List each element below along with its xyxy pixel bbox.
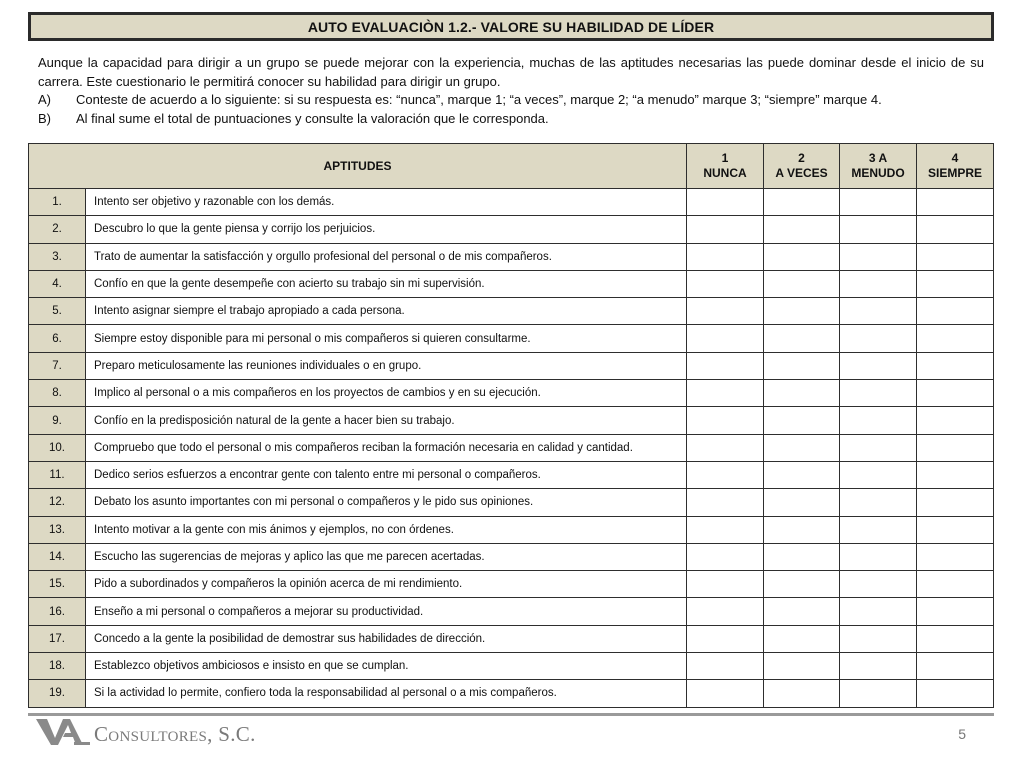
table-row [29,243,994,270]
header-col-label: NUNCA [703,166,747,180]
intro-paragraph: Aunque la capacidad para dirigir a un grupo se puede mejorar con la experiencia, muchas de las aptitudes necesarias las puede dominar desde el inicio de su carrera. Este cuestionario le permitirá conocer su habilidad para dirigir un grupo. [38,55,984,89]
row-number: 4. [29,270,86,297]
answer-cell-a-veces[interactable] [764,653,840,680]
answer-cell-a-veces[interactable] [764,298,840,325]
row-number: 18. [29,653,86,680]
answer-cell-a-veces[interactable] [764,352,840,379]
header-col-number: 1 [721,151,729,165]
answer-cell-siempre[interactable] [917,571,994,598]
answer-cell-a-veces[interactable] [764,434,840,461]
answer-cell-siempre[interactable] [917,325,994,352]
answer-cell-nunca[interactable] [687,243,764,270]
table-row [29,189,994,216]
table-row [29,325,994,352]
page-title-text: AUTO EVALUACIÒN 1.2.- VALORE SU HABILIDAD DE LÍDER [307,18,715,35]
row-statement: Intento ser objetivo y razonable con los demás. [86,189,687,216]
instruction-text: Al final sume el total de puntuaciones y consulte la valoración que le corresponda. [76,110,549,126]
answer-cell-nunca[interactable] [687,189,764,216]
answer-cell-siempre[interactable] [917,298,994,325]
answer-cell-siempre[interactable] [917,516,994,543]
row-statement: Implico al personal o a mis compañeros en los proyectos de cambios y en su ejecución. [86,380,687,407]
answer-cell-nunca[interactable] [687,571,764,598]
answer-cell-siempre[interactable] [917,189,994,216]
answer-cell-siempre[interactable] [917,543,994,570]
answer-cell-nunca[interactable] [687,489,764,516]
table-row [29,380,994,407]
row-statement: Enseño a mi personal o compañeros a mejorar su productividad. [86,598,687,625]
answer-cell-nunca[interactable] [687,325,764,352]
answer-cell-a-veces[interactable] [764,598,840,625]
answer-cell-siempre[interactable] [917,380,994,407]
answer-cell-a-menudo[interactable] [840,407,917,434]
row-number: 7. [29,352,86,379]
answer-cell-a-menudo[interactable] [840,598,917,625]
header-col-number: 3 A [868,151,888,165]
header-aptitudes: APTITUDES [29,144,687,189]
row-statement: Si la actividad lo permite, confiero toda la responsabilidad al personal o a mis compañeros. [86,680,687,707]
answer-cell-siempre[interactable] [917,598,994,625]
instruction-label: B) [38,110,51,126]
table-row [29,543,994,570]
answer-cell-a-menudo[interactable] [840,625,917,652]
answer-cell-a-menudo[interactable] [840,516,917,543]
answer-cell-a-veces[interactable] [764,216,840,243]
row-number: 8. [29,380,86,407]
table-row [29,434,994,461]
row-statement: Intento asignar siempre el trabajo apropiado a cada persona. [86,298,687,325]
table-row [29,653,994,680]
row-number: 17. [29,625,86,652]
row-number: 3. [29,243,86,270]
answer-cell-nunca[interactable] [687,543,764,570]
answer-cell-siempre[interactable] [917,489,994,516]
table-row [29,407,994,434]
page-title [28,12,994,41]
header-col-number: 4 [951,151,959,165]
answer-cell-siempre[interactable] [917,625,994,652]
header-col-siempre [917,144,994,189]
answer-cell-nunca[interactable] [687,352,764,379]
answer-cell-a-menudo[interactable] [840,680,917,707]
row-number: 13. [29,516,86,543]
answer-cell-siempre[interactable] [917,653,994,680]
answer-cell-nunca[interactable] [687,216,764,243]
answer-cell-a-veces[interactable] [764,407,840,434]
answer-cell-siempre[interactable] [917,407,994,434]
answer-cell-nunca[interactable] [687,407,764,434]
answer-cell-a-menudo[interactable] [840,243,917,270]
answer-cell-siempre[interactable] [917,216,994,243]
intro-section [38,54,984,128]
row-statement: Confío en que la gente desempeñe con acierto su trabajo sin mi supervisión. [86,270,687,297]
answer-cell-a-veces[interactable] [764,325,840,352]
row-statement: Establezco objetivos ambiciosos e insisto en que se cumplan. [86,653,687,680]
table-row [29,625,994,652]
header-col-a-veces [764,144,840,189]
company-logo [36,716,256,746]
answer-cell-siempre[interactable] [917,680,994,707]
answer-cell-siempre[interactable] [917,243,994,270]
answer-cell-siempre[interactable] [917,352,994,379]
va-logo-icon [36,716,92,746]
instruction-a [38,91,984,110]
answer-cell-a-menudo[interactable] [840,653,917,680]
row-statement: Preparo meticulosamente las reuniones individuales o en grupo. [86,352,687,379]
row-statement: Escucho las sugerencias de mejoras y aplico las que me parecen acertadas. [86,543,687,570]
answer-cell-a-veces[interactable] [764,189,840,216]
table-row [29,571,994,598]
answer-cell-siempre[interactable] [917,270,994,297]
table-row [29,352,994,379]
answer-cell-nunca[interactable] [687,298,764,325]
row-number: 14. [29,543,86,570]
row-statement: Compruebo que todo el personal o mis compañeros reciban la formación necesaria en calidad y cantidad. [86,434,687,461]
answer-cell-a-veces[interactable] [764,489,840,516]
table-body [29,189,994,708]
answer-cell-a-veces[interactable] [764,461,840,488]
row-statement: Confío en la predisposición natural de la gente a hacer bien su trabajo. [86,407,687,434]
row-number: 5. [29,298,86,325]
answer-cell-nunca[interactable] [687,653,764,680]
table-header-row [29,144,994,189]
answer-cell-nunca[interactable] [687,680,764,707]
row-statement: Dedico serios esfuerzos a encontrar gente con talento entre mi personal o compañeros. [86,461,687,488]
answer-cell-a-menudo[interactable] [840,543,917,570]
answer-cell-a-menudo[interactable] [840,216,917,243]
header-col-label: MENUDO [851,166,905,180]
answer-cell-a-veces[interactable] [764,571,840,598]
answer-cell-a-menudo[interactable] [840,571,917,598]
answer-cell-a-menudo[interactable] [840,325,917,352]
answer-cell-a-menudo[interactable] [840,352,917,379]
answer-cell-a-veces[interactable] [764,270,840,297]
row-statement: Pido a subordinados y compañeros la opinión acerca de mi rendimiento. [86,571,687,598]
answer-cell-nunca[interactable] [687,461,764,488]
row-number: 16. [29,598,86,625]
company-name: Consultores, S.C. [94,722,256,746]
row-number: 9. [29,407,86,434]
row-number: 19. [29,680,86,707]
answer-cell-nunca[interactable] [687,598,764,625]
answer-cell-siempre[interactable] [917,434,994,461]
answer-cell-nunca[interactable] [687,380,764,407]
answer-cell-a-menudo[interactable] [840,298,917,325]
row-statement: Debato los asunto importantes con mi personal o compañeros y le pido sus opiniones. [86,489,687,516]
answer-cell-a-veces[interactable] [764,516,840,543]
row-number: 6. [29,325,86,352]
row-number: 11. [29,461,86,488]
row-statement: Siempre estoy disponible para mi personal o mis compañeros si quieren consultarme. [86,325,687,352]
aptitudes-table [28,143,994,708]
instruction-text: Conteste de acuerdo a lo siguiente: si su respuesta es: “nunca”, marque 1; “a veces”, marque 2; “a menudo” marque 3; “siempre” marque 4. [76,92,882,107]
row-statement: Concedo a la gente la posibilidad de demostrar sus habilidades de dirección. [86,625,687,652]
row-statement: Intento motivar a la gente con mis ánimos y ejemplos, no con órdenes. [86,516,687,543]
answer-cell-a-menudo[interactable] [840,270,917,297]
answer-cell-a-menudo[interactable] [840,489,917,516]
table-row [29,461,994,488]
answer-cell-siempre[interactable] [917,461,994,488]
answer-cell-nunca[interactable] [687,625,764,652]
table-row [29,680,994,707]
row-number: 2. [29,216,86,243]
row-number: 15. [29,571,86,598]
answer-cell-a-veces[interactable] [764,543,840,570]
answer-cell-a-menudo[interactable] [840,461,917,488]
instruction-b [38,110,984,129]
instruction-label: A) [38,92,51,107]
answer-cell-nunca[interactable] [687,270,764,297]
answer-cell-a-menudo[interactable] [840,380,917,407]
row-statement: Descubro lo que la gente piensa y corrijo los perjuicios. [86,216,687,243]
answer-cell-a-menudo[interactable] [840,434,917,461]
header-col-label: A VECES [775,166,828,180]
row-number: 1. [29,189,86,216]
table-row [29,298,994,325]
header-col-number: 2 [798,151,805,165]
answer-cell-a-veces[interactable] [764,380,840,407]
table-row [29,598,994,625]
header-col-a-menudo [840,144,917,189]
row-number: 10. [29,434,86,461]
table-row [29,516,994,543]
answer-cell-a-menudo[interactable] [840,189,917,216]
answer-cell-a-veces[interactable] [764,680,840,707]
answer-cell-a-veces[interactable] [764,243,840,270]
answer-cell-a-veces[interactable] [764,625,840,652]
table-row [29,270,994,297]
page-number: 5 [958,726,966,742]
answer-cell-nunca[interactable] [687,516,764,543]
header-col-nunca [687,144,764,189]
answer-cell-nunca[interactable] [687,434,764,461]
table-row [29,489,994,516]
row-statement: Trato de aumentar la satisfacción y orgullo profesional del personal o de mis compañeros. [86,243,687,270]
row-number: 12. [29,489,86,516]
header-col-label: SIEMPRE [928,166,983,180]
table-row [29,216,994,243]
